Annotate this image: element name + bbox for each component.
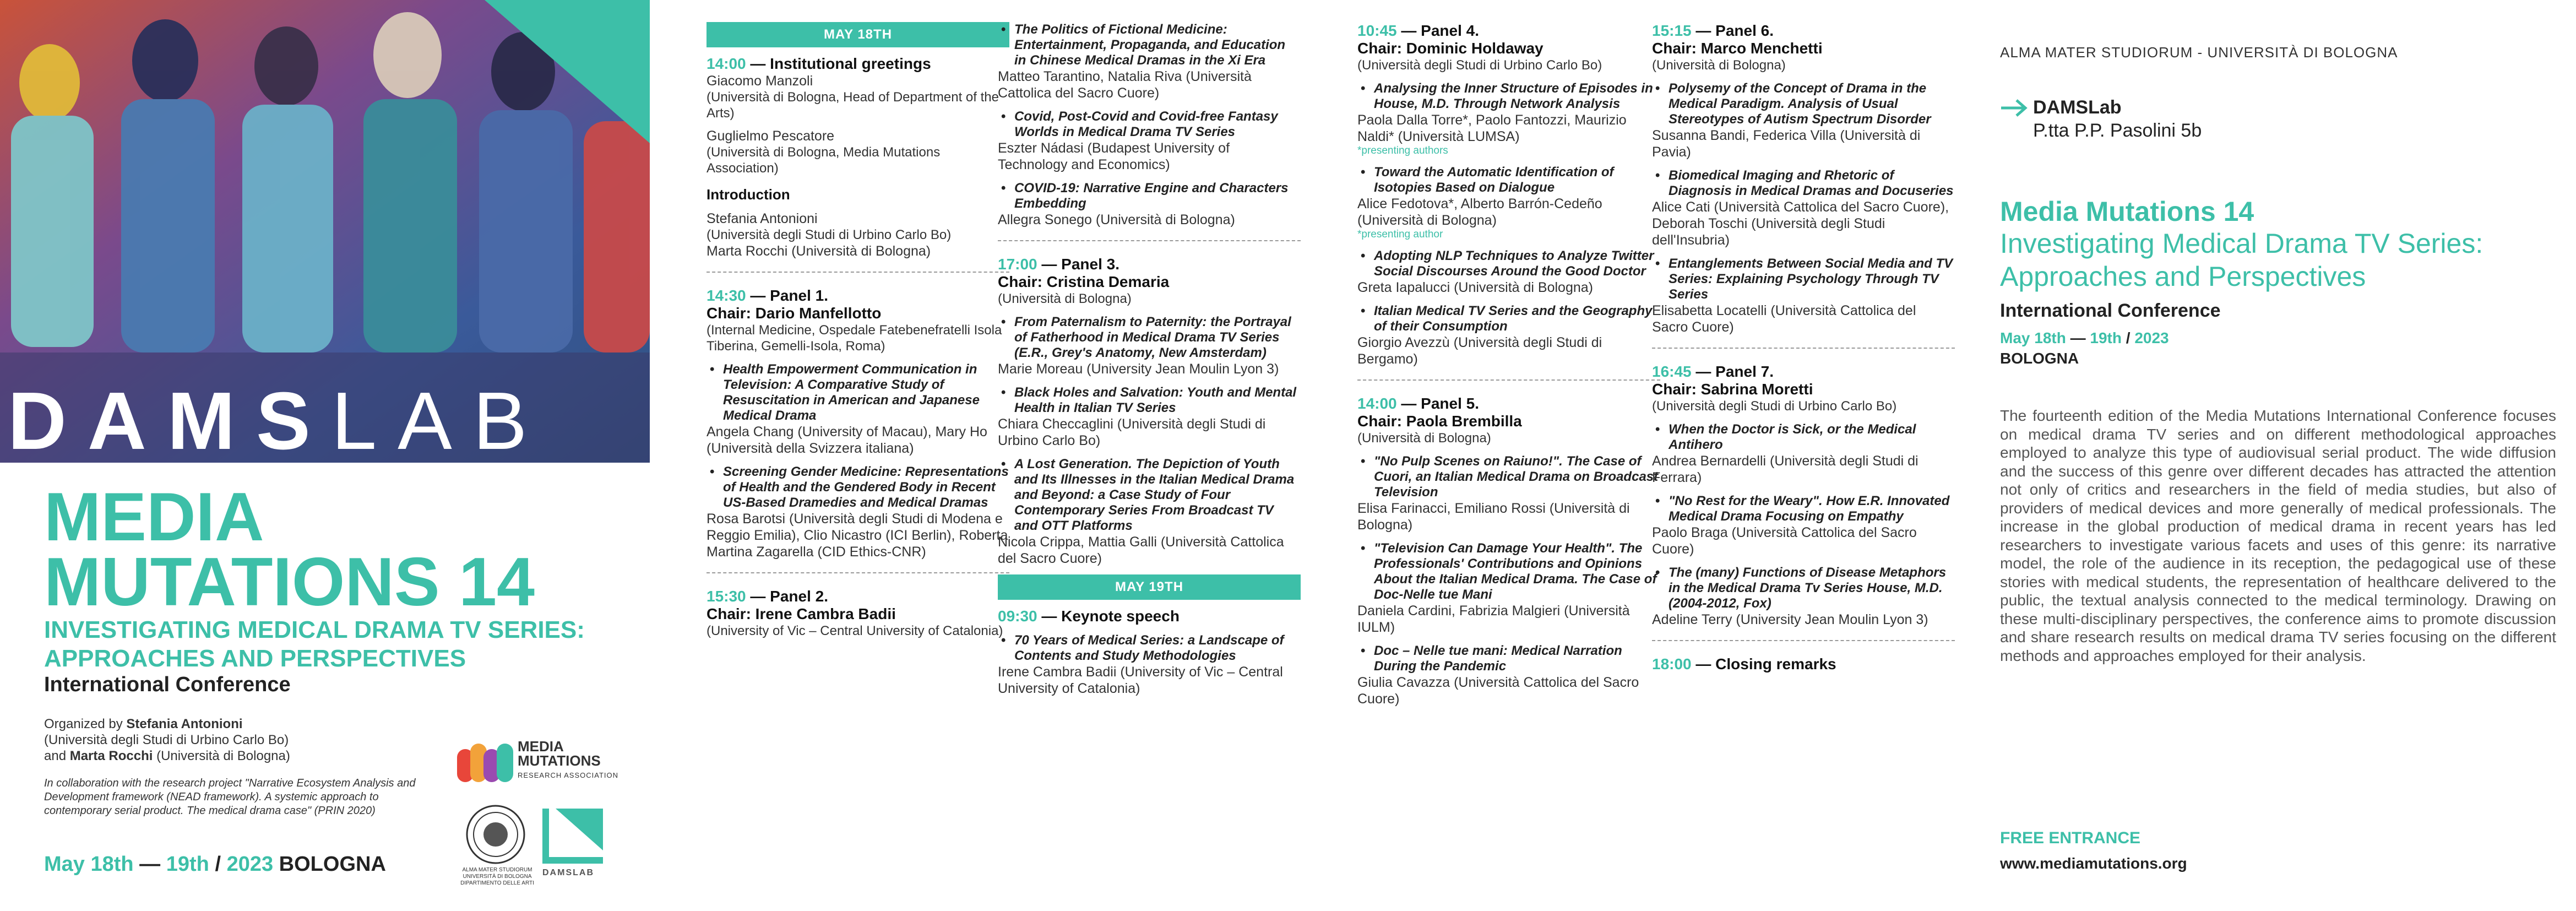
date-start: May 18th bbox=[2000, 329, 2066, 346]
talk-title: • Covid, Post-Covid and Covid-free Fantasy Worlds in Medical Drama TV Series bbox=[998, 109, 1301, 140]
talk bbox=[1357, 454, 1660, 533]
cover-subtitle bbox=[44, 616, 639, 673]
talk-title: • COVID-19: Narrative Engine and Characters Embedding bbox=[998, 181, 1301, 212]
session-time: 15:30 bbox=[707, 588, 746, 605]
session-heading bbox=[998, 256, 1301, 273]
talk-title: • Entanglements Between Social Media and TV Series: Explaining Psychology Through TV Series bbox=[1652, 256, 1955, 302]
talk-speakers: Paolo Braga (Università Cattolica del Sacro Cuore) bbox=[1652, 525, 1917, 557]
university-seal-caption: ALMA MATER STUDIORUM UNIVERSITÀ DI BOLOGNA DIPARTIMENTO DELLE ARTI bbox=[460, 867, 534, 886]
talk-speakers: Angela Chang (University of Macau), Mary Ho (Università della Svizzera italiana) bbox=[707, 424, 987, 456]
talk-title: • The Politics of Fictional Medicine: Entertainment, Propaganda, and Education in Chinese Medical Dramas in the Xi Era bbox=[998, 22, 1301, 68]
mm-logo-line1: MEDIA bbox=[518, 738, 564, 755]
talk bbox=[998, 385, 1301, 449]
conference-title: Media Mutations 14 bbox=[2000, 196, 2254, 227]
session-panel-7 bbox=[1652, 363, 1955, 628]
conference-description: The fourteenth edition of the Media Mutations International Conference focuses on medical drama TV series and on different methodological approaches employed to analyze this type of audiovisual serial product. The wide diffusion and the success of this genre over different decades has attracted the attention not only of critics and researchers in the field of media studies, but also of providers of medical devices and more generally of medical professionals. The increase in the global production of medical drama in recent years has led researchers to investigate various facets and uses of this genre: its narrative model, the role of the audience in its reception, the pedagogical use of these stories with medical students, the representation of healthcare delivered to the public, the textual analysis connected to the medical terminology. Drawing on these multi-disciplinary perspectives, the conference aims to promote discussion and share research results on medical drama TV series focusing on the different methods and approaches employed for their analysis. bbox=[2000, 407, 2556, 664]
damslab-logo-text: DAMSLAB bbox=[542, 868, 594, 877]
talk-speakers: Elisabetta Locatelli (Università Cattolica del Sacro Cuore) bbox=[1652, 303, 1916, 335]
introduction-heading: Introduction bbox=[707, 186, 790, 203]
free-entrance-label: FREE ENTRANCE bbox=[2000, 829, 2141, 847]
program-column-3 bbox=[1357, 22, 1660, 715]
talk-speakers: Alice Fedotova*, Alberto Barrón-Cedeño (Università di Bologna) bbox=[1357, 196, 1602, 228]
divider bbox=[707, 572, 1009, 573]
talk-speakers: Nicola Crippa, Mattia Galli (Università Cattolica del Sacro Cuore) bbox=[998, 534, 1284, 566]
organizers bbox=[44, 716, 430, 764]
talk-speakers: Chiara Checcaglini (Università degli Studi di Urbino Carlo Bo) bbox=[998, 416, 1266, 448]
session-heading bbox=[998, 608, 1301, 625]
program-column-4 bbox=[1652, 22, 1955, 673]
cover-conference-type: International Conference bbox=[44, 673, 291, 696]
talk-speakers: Andrea Bernardelli (Università degli Studi di Ferrara) bbox=[1652, 453, 1919, 485]
talk-title: • A Lost Generation. The Depiction of Youth and Its Illnesses in the Italian Medical Drama and Beyond: a Case Study of Four Contemporary Series From Broadcast TV and OTT Platforms bbox=[998, 457, 1301, 534]
session-time: 09:30 bbox=[998, 608, 1037, 625]
session-chair: Chair: Dominic Holdaway bbox=[1357, 40, 1544, 57]
talk-speakers: Eszter Nádasi (Budapest University of Technology and Economics) bbox=[998, 140, 1230, 172]
speaker-affiliation: (Università di Bologna, Head of Department of the Arts) bbox=[707, 90, 999, 121]
session-heading bbox=[707, 588, 1009, 605]
talk-speakers: Giulia Cavazza (Università Cattolica del Sacro Cuore) bbox=[1357, 675, 1639, 707]
session-heading bbox=[1357, 22, 1660, 40]
talk-speakers: Irene Cambra Badii (University of Vic – Central University of Catalonia) bbox=[998, 664, 1283, 696]
session-title: — Closing remarks bbox=[1691, 655, 1836, 673]
talk-title: • The (many) Functions of Disease Metaphors in the Medical Drama Tv Series House, M.D. (2004-2012, Fox) bbox=[1652, 565, 1955, 611]
cover-panel bbox=[0, 0, 650, 911]
talk bbox=[998, 457, 1301, 567]
session-title: — Panel 4. bbox=[1396, 22, 1480, 39]
website-link[interactable]: www.mediamutations.org bbox=[2000, 855, 2187, 872]
session-title: — Panel 7. bbox=[1691, 363, 1774, 380]
session-title: — Institutional greetings bbox=[746, 55, 931, 72]
talk bbox=[1652, 256, 1955, 335]
speaker-name: Guglielmo Pescatore bbox=[707, 128, 835, 144]
session-panel-2 bbox=[707, 588, 1009, 639]
program-column-2 bbox=[998, 22, 1301, 704]
venue-address: P.tta P.P. Pasolini 5b bbox=[2033, 120, 2202, 141]
talk-title: • Toward the Automatic Identification of Isotopies Based on Dialogue bbox=[1357, 165, 1660, 196]
talk-title: • Analysing the Inner Structure of Episodes in House, M.D. Through Network Analysis bbox=[1357, 81, 1660, 112]
talk bbox=[998, 109, 1301, 173]
session-chair: Chair: Dario Manfellotto bbox=[707, 305, 882, 322]
mm-logo-line2: MUTATIONS bbox=[518, 752, 601, 769]
mm-logo-subtitle: RESEARCH ASSOCIATION bbox=[518, 771, 619, 779]
talk-title: • "No Pulp Scenes on Raiuno!". The Case of Cuori, an Italian Medical Drama on Broadcast Television bbox=[1357, 454, 1660, 500]
media-mutations-logo-text bbox=[518, 739, 601, 768]
session-time: 15:15 bbox=[1652, 22, 1692, 39]
chair-affiliation: (Università degli Studi di Urbino Carlo Bo) bbox=[1652, 399, 1897, 414]
talk-title: • "No Rest for the Weary". How E.R. Innovated Medical Drama Focusing on Empathy bbox=[1652, 494, 1955, 524]
talk-title: • From Paternalism to Paternity: the Portrayal of Fatherhood in Medical Drama TV Series (E.R., Grey's Anatomy, New Amsterdam) bbox=[998, 314, 1301, 361]
session-greetings bbox=[707, 55, 1009, 259]
damslab-wordmark: DAMSLAB bbox=[8, 376, 548, 467]
talk-title: • Italian Medical TV Series and the Geography of their Consumption bbox=[1357, 303, 1660, 334]
speaker-affiliation: (Università di Bologna, Media Mutations Association) bbox=[707, 145, 941, 176]
talk-speakers: Susanna Bandi, Federica Villa (Università di Pavia) bbox=[1652, 128, 1921, 160]
session-panel-4 bbox=[1357, 22, 1660, 367]
damslab-logo-icon bbox=[542, 809, 603, 864]
presenting-note: *presenting author bbox=[1357, 229, 1443, 240]
cover-title-line1: MEDIA bbox=[44, 479, 264, 555]
session-panel-5 bbox=[1357, 395, 1660, 707]
session-time: 14:00 bbox=[1357, 395, 1397, 412]
day-header-may-18: MAY 18TH bbox=[707, 22, 1009, 47]
talk-title: • Adopting NLP Techniques to Analyze Twitter Social Discourses Around the Good Doctor bbox=[1357, 248, 1660, 279]
session-heading bbox=[707, 287, 1009, 305]
date-year: 2023 bbox=[2134, 329, 2169, 346]
session-keynote bbox=[998, 608, 1301, 697]
university-seal-icon bbox=[465, 804, 526, 865]
session-heading bbox=[1652, 363, 1955, 381]
session-closing bbox=[1652, 655, 1955, 673]
organizers-and: and bbox=[44, 749, 70, 763]
chair-affiliation: (Università degli Studi di Urbino Carlo Bo) bbox=[1357, 58, 1602, 73]
cover-date-slash: / bbox=[209, 853, 227, 876]
talk-title: • Polysemy of the Concept of Drama in the Medical Paradigm. Analysis of Usual Stereotypes of Autism Spectrum Disorder bbox=[1652, 81, 1955, 127]
conference-subtitle: Investigating Medical Drama TV Series: Approaches and Perspectives bbox=[2000, 228, 2483, 292]
talk-title: • 70 Years of Medical Series: a Landscape of Contents and Study Methodologies bbox=[998, 633, 1301, 664]
university-name: ALMA MATER STUDIORUM - UNIVERSITÀ DI BOLOGNA bbox=[2000, 44, 2398, 61]
session-title: — Panel 2. bbox=[746, 588, 829, 605]
session-title: — Panel 3. bbox=[1037, 256, 1120, 273]
talk-speakers: Greta Iapalucci (Università di Bologna) bbox=[1357, 280, 1593, 295]
talk-title: • Health Empowerment Communication in Television: A Comparative Study of Resuscitation in American and Japanese Medical Drama bbox=[707, 362, 1009, 424]
session-heading bbox=[707, 55, 1009, 73]
divider bbox=[707, 272, 1009, 273]
talk-speakers: Matteo Tarantino, Natalia Riva (Università Cattolica del Sacro Cuore) bbox=[998, 69, 1252, 101]
talk-speakers: Elisa Farinacci, Emiliano Rossi (Università di Bologna) bbox=[1357, 501, 1630, 533]
organizer-2-affiliation: (Università di Bologna) bbox=[153, 749, 290, 763]
speaker-name: Giacomo Manzoli bbox=[707, 73, 813, 89]
venue-name: DAMSLab bbox=[2033, 97, 2122, 118]
conference-type: International Conference bbox=[2000, 300, 2221, 321]
chair-affiliation: (Università di Bologna) bbox=[1357, 431, 1491, 446]
divider bbox=[1357, 379, 1660, 381]
session-heading bbox=[1357, 395, 1660, 413]
session-title: — Panel 5. bbox=[1396, 395, 1480, 412]
chair-affiliation: (Università di Bologna) bbox=[1652, 58, 1786, 73]
session-time: 18:00 bbox=[1652, 655, 1692, 673]
speaker-affiliation: (Università degli Studi di Urbino Carlo Bo) bbox=[707, 227, 952, 242]
session-title: — Panel 6. bbox=[1691, 22, 1774, 39]
organizer-2: Marta Rocchi bbox=[69, 749, 153, 763]
talk-speakers: Alice Cati (Università Cattolica del Sacro Cuore), Deborah Toschi (Università degli Studi dell'Insubria) bbox=[1652, 199, 1949, 248]
chair-affiliation: (Internal Medicine, Ospedale Fatebenefratelli Isola Tiberina, Gemelli-Isola, Roma) bbox=[707, 323, 1002, 354]
session-heading bbox=[1652, 22, 1955, 40]
talk-title: • Screening Gender Medicine: Representations of Health and the Gendered Body in Recent US-Based Dramedies and Medical Dramas bbox=[707, 464, 1009, 511]
talk bbox=[998, 314, 1301, 377]
talk-speakers: Marie Moreau (University Jean Moulin Lyon 3) bbox=[998, 361, 1279, 377]
session-time: 16:45 bbox=[1652, 363, 1692, 380]
session-chair: Chair: Sabrina Moretti bbox=[1652, 381, 1813, 398]
cover-date-dash: — bbox=[133, 853, 166, 876]
talk-title: • Biomedical Imaging and Rhetoric of Diagnosis in Medical Dramas and Docuseries bbox=[1652, 168, 1955, 199]
cover-date-start: May 18th bbox=[44, 853, 134, 876]
day-header-may-19: MAY 19TH bbox=[998, 574, 1301, 600]
cover-date bbox=[44, 853, 386, 876]
conference-city: BOLOGNA bbox=[2000, 350, 2079, 367]
cover-title-line2: MUTATIONS 14 bbox=[44, 544, 535, 620]
talk bbox=[998, 22, 1301, 101]
session-time: 17:00 bbox=[998, 256, 1037, 273]
organized-prefix: Organized by bbox=[44, 717, 127, 731]
talk bbox=[1357, 643, 1660, 707]
talk-speakers: Rosa Barotsi (Università degli Studi di Modena e Reggio Emilia), Clio Nicastro (ICI Berlin), Roberta Martina Zagarella (CID Ethics-CNR) bbox=[707, 511, 1008, 560]
info-panel bbox=[2000, 0, 2556, 911]
talk-speakers: Paola Dalla Torre*, Paolo Fantozzi, Maurizio Naldi* (Università LUMSA) bbox=[1357, 112, 1627, 144]
collaboration-note: In collaboration with the research project "Narrative Ecosystem Analysis and Development framework (NEAD framework). A systemic approach to contemporary serial product. The medical drama case" (PRIN 2020) bbox=[44, 777, 416, 817]
cover-subtitle-line2: APPROACHES AND PERSPECTIVES bbox=[44, 645, 466, 672]
talk-speakers: Daniela Cardini, Fabrizia Malgieri (Università IULM) bbox=[1357, 603, 1630, 635]
session-panel-6 bbox=[1652, 22, 1955, 335]
session-chair: Chair: Cristina Demaria bbox=[998, 273, 1170, 290]
arrow-right-icon bbox=[2000, 98, 2028, 118]
talk bbox=[1652, 494, 1955, 557]
session-time: 14:00 bbox=[707, 55, 746, 72]
talk bbox=[1357, 165, 1660, 241]
session-title: — Keynote speech bbox=[1037, 608, 1180, 625]
talk bbox=[998, 633, 1301, 697]
talk-title: • Doc – Nelle tue mani: Medical Narration During the Pandemic bbox=[1357, 643, 1660, 674]
talk bbox=[1652, 168, 1955, 248]
talk bbox=[1357, 303, 1660, 367]
session-chair: Chair: Marco Menchetti bbox=[1652, 40, 1823, 57]
chair-affiliation: (Università di Bologna) bbox=[998, 291, 1132, 306]
presenting-note: *presenting authors bbox=[1357, 145, 1448, 156]
date-slash: / bbox=[2121, 329, 2135, 346]
talk bbox=[1357, 248, 1660, 296]
talk-title: • Black Holes and Salvation: Youth and Mental Health in Italian TV Series bbox=[998, 385, 1301, 416]
talk bbox=[707, 362, 1009, 457]
talk-title: • "Television Can Damage Your Health". The Professionals' Contributions and Opinions About the Italian Medical Drama. The Case of Doc-Nelle tue Mani bbox=[1357, 541, 1660, 603]
conference-date bbox=[2000, 329, 2169, 347]
session-panel-1 bbox=[707, 287, 1009, 560]
talk bbox=[707, 464, 1009, 560]
session-title: — Panel 1. bbox=[746, 287, 829, 304]
session-chair: Chair: Irene Cambra Badii bbox=[707, 605, 896, 622]
divider bbox=[1652, 640, 1955, 641]
date-end: 19th bbox=[2090, 329, 2122, 346]
speaker-name: Marta Rocchi (Università di Bologna) bbox=[707, 243, 931, 259]
date-dash: — bbox=[2066, 329, 2090, 346]
program-column-1 bbox=[707, 22, 1009, 647]
cover-title bbox=[44, 479, 639, 620]
session-panel-3 bbox=[998, 256, 1301, 567]
speaker-name: Stefania Antonioni bbox=[707, 211, 818, 226]
cover-subtitle-line1: INVESTIGATING MEDICAL DRAMA TV SERIES: bbox=[44, 616, 585, 643]
talk-speakers: Adeline Terry (University Jean Moulin Lyon 3) bbox=[1652, 612, 1928, 627]
divider bbox=[998, 240, 1301, 241]
talk bbox=[1357, 541, 1660, 636]
talk bbox=[1652, 81, 1955, 160]
divider bbox=[1652, 348, 1955, 349]
talk bbox=[1357, 81, 1660, 157]
organizer-1-affiliation: (Università degli Studi di Urbino Carlo Bo) bbox=[44, 733, 289, 747]
talk bbox=[998, 181, 1301, 228]
cover-date-city: BOLOGNA bbox=[273, 853, 386, 876]
cover-date-end: 19th bbox=[166, 853, 209, 876]
talk bbox=[1652, 422, 1955, 486]
talk-speakers: Giorgio Avezzù (Università degli Studi di Bergamo) bbox=[1357, 335, 1602, 367]
session-time: 10:45 bbox=[1357, 22, 1397, 39]
cover-date-year: 2023 bbox=[226, 853, 274, 876]
talk bbox=[1652, 565, 1955, 628]
session-chair: Chair: Paola Brembilla bbox=[1357, 413, 1522, 430]
talk-title: • When the Doctor is Sick, or the Medical Antihero bbox=[1652, 422, 1955, 453]
organizer-1: Stefania Antonioni bbox=[126, 717, 243, 731]
session-time: 14:30 bbox=[707, 287, 746, 304]
chair-affiliation: (University of Vic – Central University of Catalonia) bbox=[707, 623, 1003, 638]
talk-speakers: Allegra Sonego (Università di Bologna) bbox=[998, 212, 1235, 227]
